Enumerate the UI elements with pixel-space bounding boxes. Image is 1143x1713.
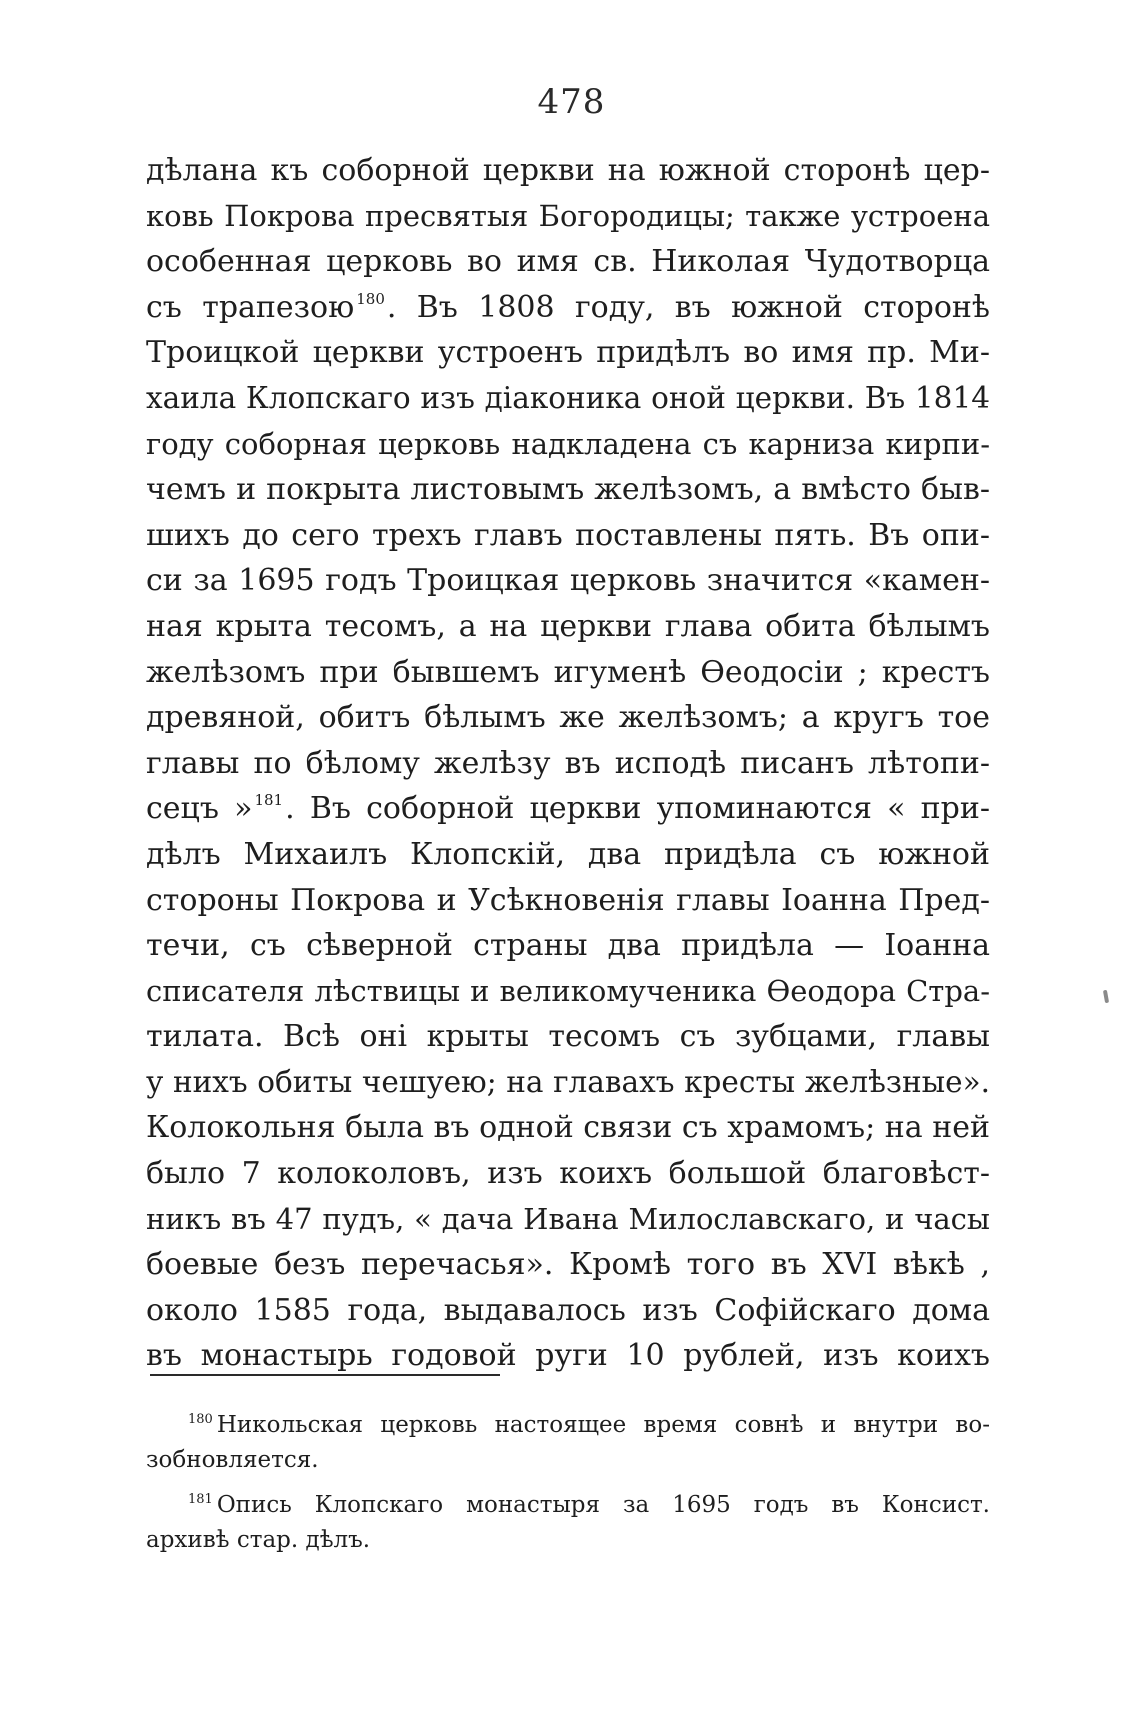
text-line: никъ въ 47 пудъ, « дача Ивана Милославскаго, и часы	[146, 1201, 990, 1236]
text-line: желѣзомъ при бывшемъ игуменѣ Ѳеодосіи ; крестъ	[146, 654, 990, 690]
text-line: дѣлана къ соборной церкви на южной сторонѣ цер-	[146, 153, 990, 188]
text-line: древяной, обитъ бѣлымъ же желѣзомъ; а кругъ тое	[146, 700, 990, 736]
footnote-line	[146, 1408, 990, 1443]
text-line: списателя лѣствицы и великомученика Ѳеодора Стра-	[146, 973, 990, 1008]
text-line: въ монастырь годовой руги 10 рублей, изъ коихъ	[146, 1338, 990, 1374]
text-line: дѣлъ Михаилъ Клопскій, два придѣла съ южной	[146, 836, 990, 872]
footnote-line: зобновляется.	[146, 1446, 319, 1473]
text-line: главы по бѣлому желѣзу въ исподѣ писанъ лѣтопи-	[146, 745, 990, 781]
text-line: боевые безъ перечасья». Кромѣ того въ XVI вѣкѣ ,	[146, 1247, 990, 1283]
text-line: хаила Клопскаго изъ діаконика оной церкви. Въ 1814	[146, 380, 990, 415]
footnote-line: архивѣ стар. дѣлъ.	[146, 1526, 371, 1553]
page-number: 478	[537, 82, 606, 122]
text-line: си за 1695 годъ Троицкая церковь значится «камен-	[146, 563, 990, 599]
text-line: особенная церковь во имя св. Николая Чудотворца	[146, 244, 990, 280]
text-segment: съ трапезою	[146, 289, 355, 325]
footnote-180	[146, 1408, 990, 1477]
footnote-reference-181[interactable]: 181	[254, 791, 284, 810]
text-line: было 7 колоколовъ, изъ коихъ большой благовѣст-	[146, 1156, 990, 1192]
body-text	[146, 148, 990, 1379]
text-line: Троицкой церкви устроенъ придѣлъ во имя пр. Ми-	[146, 335, 990, 371]
text-line: около 1585 года, выдавалось изъ Софійскаго дома	[146, 1292, 990, 1328]
text-line	[146, 786, 990, 832]
text-segment: . Въ 1808 году, въ южной сторонѣ	[386, 289, 990, 325]
text-line: стороны Покрова и Усѣкновенія главы Іоанна Пред-	[146, 882, 990, 918]
footnote-number: 181	[188, 1492, 213, 1507]
footnote-separator	[150, 1374, 500, 1376]
text-line: течи, съ сѣверной страны два придѣла — Іоанна	[146, 928, 990, 964]
text-line: ная крыта тесомъ, а на церкви глава обита бѣлымъ	[146, 608, 990, 644]
text-segment: . Въ соборной церкви упоминаются « при-	[285, 791, 990, 827]
footnote-line	[146, 1488, 990, 1523]
footnote-text: Опись Клопскаго монастыря за 1695 годъ въ Консист.	[216, 1492, 990, 1518]
footnote-number: 180	[188, 1412, 213, 1427]
text-line: у нихъ обиты чешуею; на главахъ кресты желѣзные».	[146, 1064, 990, 1099]
ink-smudge	[1103, 990, 1109, 1003]
text-line	[146, 285, 990, 331]
text-line: шихъ до сего трехъ главъ поставлены пять. Въ опи-	[146, 517, 990, 553]
text-segment: сецъ »	[146, 791, 253, 827]
text-line: тилата. Всѣ оні крыты тесомъ съ зубцами, главы	[146, 1019, 990, 1055]
text-line: году соборная церковь надкладена съ карниза кирпи-	[146, 426, 990, 461]
text-line: чемъ и покрыта листовымъ желѣзомъ, а вмѣсто быв-	[146, 472, 990, 508]
footnote-reference-180[interactable]: 180	[356, 289, 385, 308]
text-line: ковь Покрова пресвятыя Богородицы; также устроена	[146, 198, 990, 233]
footnote-181	[146, 1488, 990, 1557]
text-line: Колокольня была въ одной связи съ храмомъ; на ней	[146, 1110, 990, 1146]
footnote-text: Никольская церковь настоящее время совнѣ и внутри во-	[216, 1412, 990, 1438]
footnotes	[146, 1408, 990, 1557]
